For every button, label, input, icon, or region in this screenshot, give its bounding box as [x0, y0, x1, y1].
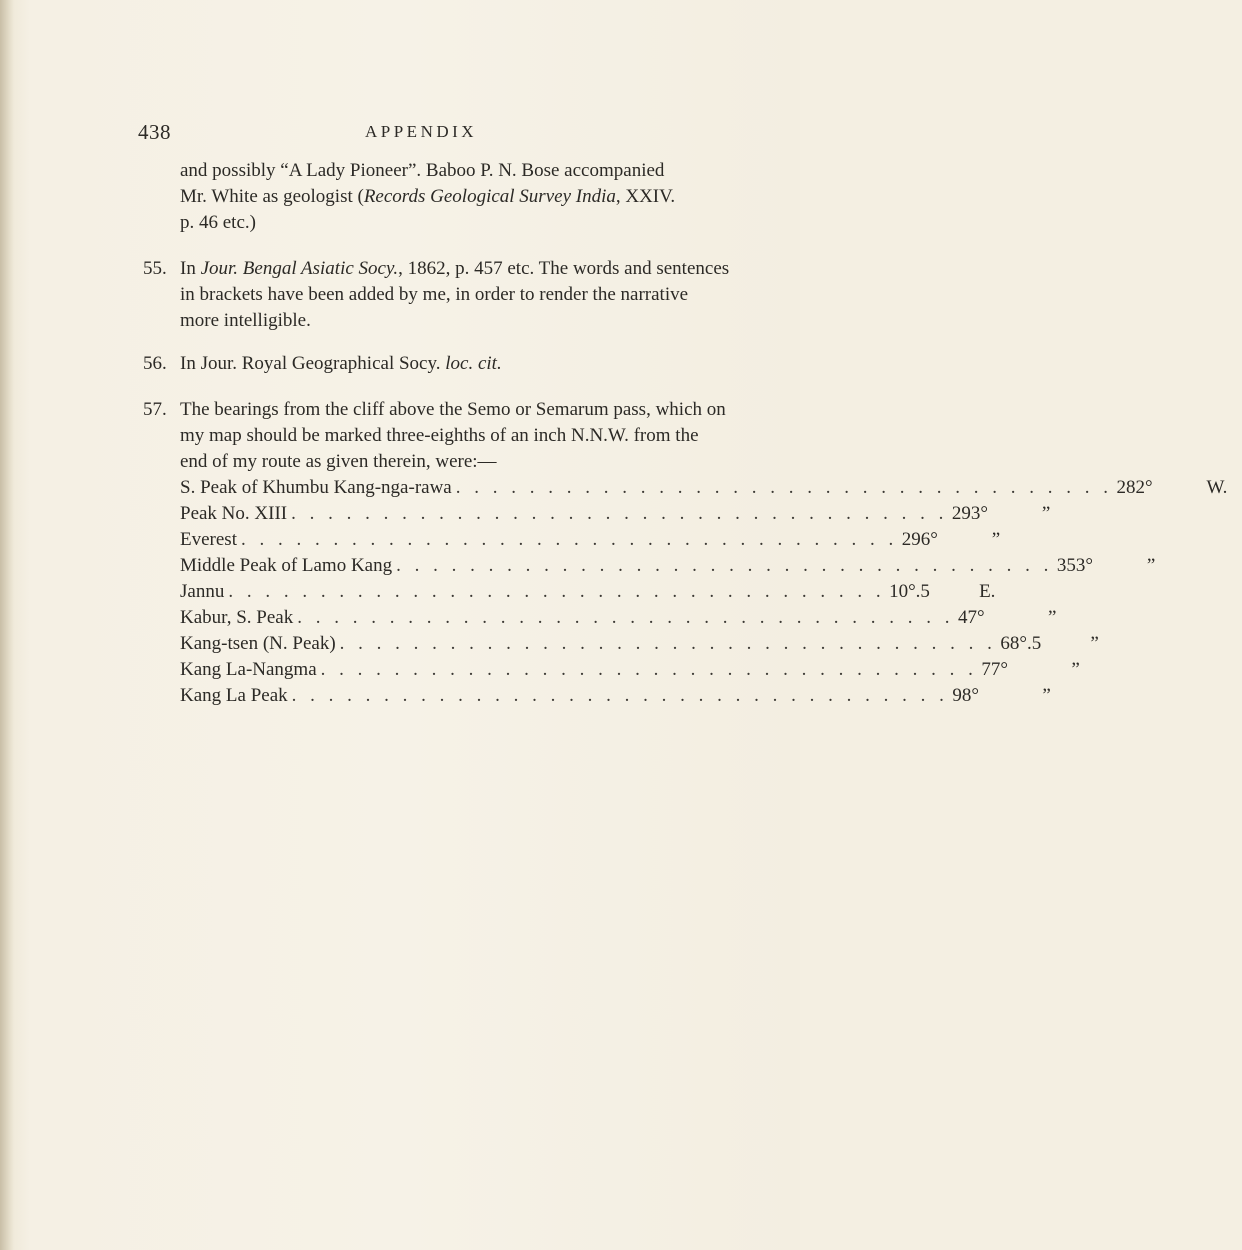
note-number: 55. — [143, 258, 167, 279]
bearing-degrees: 77° — [981, 659, 1008, 680]
bearing-row — [180, 605, 1057, 631]
page-number: 438 — [138, 120, 171, 144]
bearing-degrees: 293° — [951, 503, 988, 524]
bearing-degrees: 353° — [1056, 555, 1093, 576]
spacer — [180, 236, 770, 256]
bearing-peak-name: Everest — [180, 529, 237, 550]
note-55-pre: In — [180, 258, 201, 279]
bearing-peak-name: Kabur, S. Peak — [180, 607, 294, 628]
bearing-degrees: 47° — [957, 607, 985, 628]
continued-note-line-1: and possibly “A Lady Pioneer”. Baboo P. N. Bose accompanied — [180, 160, 665, 181]
bearing-row — [180, 683, 1051, 709]
note-57-line-3: end of my route as given therein, were:— — [180, 451, 497, 472]
note-55-line-3: more intelligible. — [180, 310, 311, 331]
bearing-direction: E. — [979, 581, 996, 602]
bearings-table — [180, 475, 1228, 709]
note-56 — [143, 351, 770, 377]
continued-note-line-2 — [180, 184, 770, 210]
page-header — [0, 120, 800, 144]
note-55-journal: Jour. Bengal Asiatic Socy. — [200, 258, 399, 279]
bearing-degrees: 296° — [901, 529, 938, 550]
bearing-peak-name: S. Peak of Khumbu Kang-nga-rawa — [180, 477, 452, 498]
dot-leader: . . . . . . . . . . . . . . . . . . . . . . . . . . . . . . . . . . . . — [396, 555, 1053, 576]
bearing-row — [180, 475, 1228, 501]
running-head: APPENDIX — [365, 122, 478, 141]
dot-leader: . . . . . . . . . . . . . . . . . . . . . . . . . . . . . . . . . . . . — [240, 529, 898, 550]
bearing-row — [180, 553, 1156, 579]
note-55 — [143, 256, 770, 334]
dot-leader: . . . . . . . . . . . . . . . . . . . . . . . . . . . . . . . . . . . . — [320, 659, 978, 680]
bearing-direction: W. — [1206, 477, 1228, 498]
bearing-degrees: 10°.5 — [889, 581, 930, 602]
continued-note — [180, 158, 770, 236]
bearing-peak-name: Jannu — [180, 581, 225, 602]
note-56-loc-cit: loc. cit. — [445, 353, 502, 374]
bearing-row — [180, 501, 1051, 527]
bearing-peak-name: Middle Peak of Lamo Kang — [180, 555, 393, 576]
bearing-direction: ” — [991, 529, 1001, 550]
note-57-line-2: my map should be marked three-eighths of an inch N.N.W. from the — [180, 425, 699, 446]
bearing-direction: ” — [1071, 659, 1080, 680]
bearing-direction: ” — [1146, 555, 1156, 576]
spacer — [180, 377, 770, 397]
bearing-row — [180, 527, 1001, 553]
bearing-peak-name: Kang-tsen (N. Peak) — [180, 633, 336, 654]
note-number: 56. — [143, 353, 167, 374]
note-57 — [143, 397, 1228, 709]
dot-leader: . . . . . . . . . . . . . . . . . . . . . . . . . . . . . . . . . . . . — [228, 581, 886, 602]
bearing-direction: ” — [1042, 685, 1051, 706]
bearing-row — [180, 579, 996, 605]
dot-leader: . . . . . . . . . . . . . . . . . . . . . . . . . . . . . . . . . . . . — [339, 633, 997, 654]
note-55-line-2: in brackets have been added by me, in order to render the narrative — [180, 284, 689, 305]
bearing-degrees: 68°.5 — [1000, 633, 1042, 654]
bearing-row — [180, 657, 1080, 683]
dot-leader: . . . . . . . . . . . . . . . . . . . . . . . . . . . . . . . . . . . . — [297, 607, 954, 628]
continued-note-line-2-pre: Mr. White as geologist ( — [180, 186, 364, 207]
bearing-peak-name: Kang La Peak — [180, 685, 288, 706]
bearing-direction: ” — [1047, 607, 1057, 628]
page-spine-shadow — [0, 0, 14, 1250]
continued-note-line-2-post: , XXIV. — [615, 186, 676, 207]
bearing-degrees: 282° — [1116, 477, 1153, 498]
bearing-peak-name: Kang La-Nangma — [180, 659, 317, 680]
note-55-line-1 — [180, 256, 770, 282]
note-57-line-1: The bearings from the cliff above the Semo or Semarum pass, which on — [180, 399, 726, 420]
bearing-direction: ” — [1041, 503, 1051, 524]
spacer — [180, 334, 770, 351]
bearing-peak-name: Peak No. XIII — [180, 503, 288, 524]
note-55-line-1-post: , 1862, p. 457 etc. The words and sentences — [398, 258, 730, 279]
bearing-degrees: 98° — [952, 685, 979, 706]
citation-italic: Records Geological Survey India — [363, 186, 616, 207]
dot-leader: . . . . . . . . . . . . . . . . . . . . . . . . . . . . . . . . . . . . — [291, 685, 949, 706]
endnotes-body — [143, 158, 1228, 709]
note-number: 57. — [143, 399, 167, 420]
continued-note-line-3: p. 46 etc.) — [180, 212, 256, 233]
note-56-line-1 — [180, 351, 770, 377]
note-56-pre: In Jour. Royal Geographical Socy. — [180, 353, 446, 374]
dot-leader: . . . . . . . . . . . . . . . . . . . . . . . . . . . . . . . . . . . . — [455, 477, 1113, 498]
bearing-direction: ” — [1090, 633, 1099, 654]
bearing-row — [180, 631, 1099, 657]
dot-leader: . . . . . . . . . . . . . . . . . . . . . . . . . . . . . . . . . . . . — [291, 503, 948, 524]
